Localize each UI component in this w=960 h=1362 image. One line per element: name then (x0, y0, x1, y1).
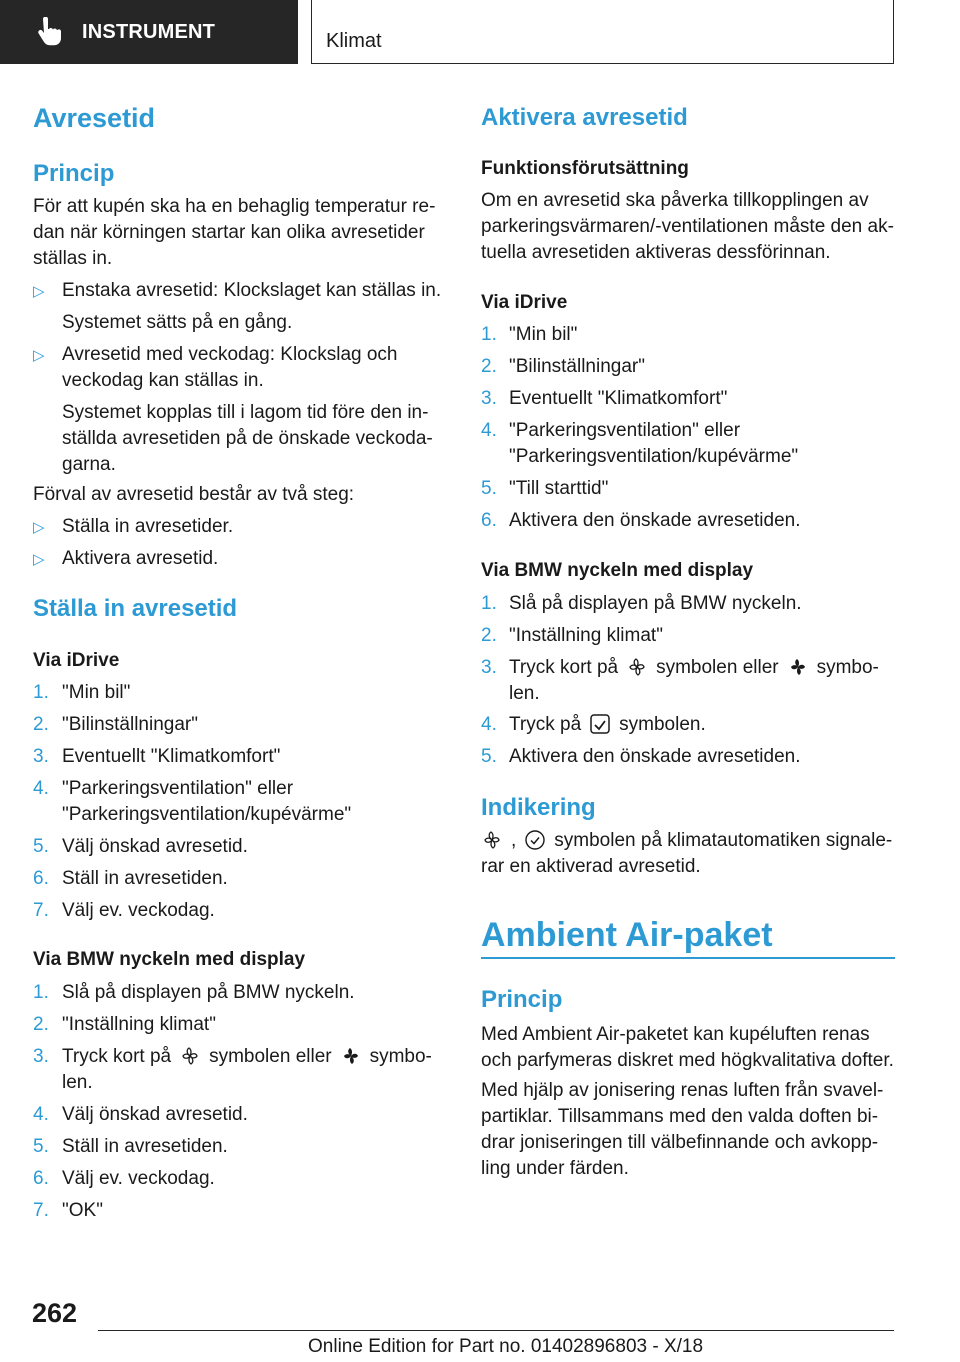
list-number: 6. (481, 510, 497, 531)
list-number: 1. (481, 324, 497, 345)
princip-line-2: dan när körningen startar kan olika avresetider (33, 222, 425, 243)
heading-via-bmw-nyckeln: Via BMW nyckeln med display (481, 560, 754, 581)
list-number: 2. (33, 1014, 49, 1035)
r-bmw-step-5: Aktivera den önskade avresetiden. (509, 746, 801, 767)
r-idrive-step-2: "Bilinställningar" (509, 356, 645, 377)
footer-edition: Online Edition for Part no. 01402896803 - X/18 (308, 1336, 704, 1357)
r-idrive-step-6: Aktivera den önskade avresetiden. (509, 510, 801, 531)
header-chapter-box (311, 0, 894, 64)
r-idrive-step-5: "Till starttid" (509, 478, 609, 499)
heading-aktivera-avresetid: Aktivera avresetid (481, 104, 688, 131)
list-number: 5. (481, 478, 497, 499)
forval-text: Förval av avresetid består av två steg: (33, 484, 355, 505)
fan-icon (179, 1045, 201, 1067)
heading-indikering: Indikering (481, 794, 596, 821)
bmw-step-5: Ställ in avresetiden. (62, 1136, 228, 1157)
list-number: 3. (481, 657, 497, 678)
bullet-marker: ▷ (33, 283, 45, 300)
check-box-icon (589, 713, 611, 735)
bullet-veckodag-line-2: veckodag kan ställas in. (62, 370, 264, 391)
bullet-marker: ▷ (33, 519, 45, 536)
heading-princip-ambient: Princip (481, 986, 563, 1013)
list-number: 4. (33, 1104, 49, 1125)
fan-icon (626, 656, 648, 678)
bullet-enstaka-sub: Systemet sätts på en gång. (62, 312, 293, 333)
check-circle-icon (524, 829, 546, 851)
bmw-step-3 (62, 1044, 432, 1070)
r-bmw-step-3-text-a: Tryck kort på (509, 657, 619, 678)
r-bmw-step-3 (509, 655, 879, 681)
list-number: 1. (33, 982, 49, 1003)
r-idrive-step-4-cont: "Parkeringsventilation/kupévärme" (509, 446, 799, 467)
list-number: 4. (481, 714, 497, 735)
bmw-step-4: Välj önskad avresetid. (62, 1104, 248, 1125)
step-stalla-in: Ställa in avresetider. (62, 516, 234, 537)
jonisering-line-2: partiklar. Tillsammans med den valda doften bi- (481, 1106, 879, 1127)
list-number: 6. (33, 1168, 49, 1189)
list-number: 5. (33, 1136, 49, 1157)
heading-rule (481, 957, 895, 959)
list-number: 3. (481, 388, 497, 409)
indikering-comma: , (511, 830, 517, 851)
list-number: 4. (33, 778, 49, 799)
r-idrive-step-4: "Parkeringsventilation" eller (509, 420, 741, 441)
idrive-step-7: Välj ev. veckodag. (62, 900, 215, 921)
bmw-step-1: Slå på displayen på BMW nyckeln. (62, 982, 355, 1003)
idrive-step-5: Välj önskad avresetid. (62, 836, 248, 857)
section-title-avresetid: Avresetid (33, 103, 156, 133)
header-section-tab (0, 0, 298, 64)
list-number: 3. (33, 1046, 49, 1067)
bmw-step-3-text-a: Tryck kort på (62, 1046, 172, 1067)
func-line-2: parkeringsvärmaren/-ventilationen måste den ak- (481, 216, 894, 237)
bullet-veckodag-sub-3: garna. (62, 454, 116, 475)
bmw-step-3-cont: len. (62, 1072, 93, 1093)
ambient-princip-line-2: och parfymeras diskret med högkvalitativa dofter. (481, 1050, 894, 1071)
idrive-step-4-cont: "Parkeringsventilation/kupévärme" (62, 804, 352, 825)
princip-line-1: För att kupén ska ha en behaglig temperatur re- (33, 196, 436, 217)
idrive-step-3: Eventuellt "Klimatkomfort" (62, 746, 281, 767)
pointing-hand-icon (34, 17, 62, 47)
bmw-step-3-text-b: symbolen eller (209, 1046, 332, 1067)
func-line-3: tuella avresetiden aktiveras dessförinnan. (481, 242, 831, 263)
bmw-step-2: "Inställning klimat" (62, 1014, 216, 1035)
r-bmw-step-4 (509, 712, 706, 738)
indikering-text-1: symbolen på klimatautomatiken signale- (554, 830, 893, 851)
ambient-princip-line-1: Med Ambient Air-paketet kan kupéluften renas (481, 1024, 870, 1045)
list-number: 2. (33, 714, 49, 735)
header-chapter-label: Klimat (326, 30, 382, 52)
heading-princip: Princip (33, 160, 115, 187)
r-idrive-step-3: Eventuellt "Klimatkomfort" (509, 388, 728, 409)
heading-funktionsforutsattning: Funktionsförutsättning (481, 158, 689, 179)
heading-via-idrive: Via iDrive (33, 650, 120, 671)
list-number: 7. (33, 900, 49, 921)
r-bmw-step-3-text-b: symbolen eller (656, 657, 779, 678)
footer-rule (98, 1330, 894, 1331)
fan-filled-icon (340, 1045, 362, 1067)
r-bmw-step-3-text-c: symbo- (816, 657, 879, 678)
idrive-step-1: "Min bil" (62, 682, 131, 703)
bullet-veckodag-sub-2: ställda avresetiden på de önskade veckoda- (62, 428, 433, 449)
list-number: 1. (33, 682, 49, 703)
idrive-step-6: Ställ in avresetiden. (62, 868, 228, 889)
fan-icon (481, 829, 503, 851)
idrive-step-4: "Parkeringsventilation" eller (62, 778, 294, 799)
bullet-enstaka: Enstaka avresetid: Klockslaget kan ställas in. (62, 280, 442, 301)
list-number: 3. (33, 746, 49, 767)
header-section-label: INSTRUMENT (82, 20, 216, 43)
list-number: 1. (481, 593, 497, 614)
indikering-line-2: rar en aktiverad avresetid. (481, 856, 701, 877)
jonisering-line-1: Med hjälp av jonisering renas luften från svavel- (481, 1080, 884, 1101)
list-number: 5. (33, 836, 49, 857)
r-bmw-step-1: Slå på displayen på BMW nyckeln. (509, 593, 802, 614)
bmw-step-3-text-c: symbo- (369, 1046, 432, 1067)
bullet-veckodag-sub-1: Systemet kopplas till i lagom tid före den in- (62, 402, 429, 423)
bullet-marker: ▷ (33, 551, 45, 568)
r-idrive-step-1: "Min bil" (509, 324, 578, 345)
bullet-marker: ▷ (33, 347, 45, 364)
heading-stalla-in-avresetid: Ställa in avresetid (33, 595, 238, 622)
heading-ambient-air-paket: Ambient Air-paket (481, 916, 773, 954)
func-line-1: Om en avresetid ska påverka tillkopplingen av (481, 190, 869, 211)
jonisering-line-4: ling under färden. (481, 1158, 629, 1179)
fan-filled-icon (787, 656, 809, 678)
list-number: 6. (33, 868, 49, 889)
bullet-veckodag-line-1: Avresetid med veckodag: Klockslag och (62, 344, 398, 365)
heading-via-bmw-nyckeln: Via BMW nyckeln med display (33, 949, 306, 970)
bmw-step-6: Välj ev. veckodag. (62, 1168, 215, 1189)
r-bmw-step-2: "Inställning klimat" (509, 625, 663, 646)
idrive-step-2: "Bilinställningar" (62, 714, 198, 735)
list-number: 4. (481, 420, 497, 441)
heading-via-idrive: Via iDrive (481, 292, 568, 313)
r-bmw-step-4-text-b: symbolen. (619, 714, 706, 735)
list-number: 5. (481, 746, 497, 767)
list-number: 7. (33, 1200, 49, 1221)
step-aktivera: Aktivera avresetid. (62, 548, 219, 569)
list-number: 2. (481, 625, 497, 646)
list-number: 2. (481, 356, 497, 377)
indikering-line-1 (481, 828, 892, 854)
princip-line-3: ställas in. (33, 248, 113, 269)
page-number: 262 (32, 1298, 78, 1328)
jonisering-line-3: drar joniseringen till välbefinnande och avkopp- (481, 1132, 879, 1153)
r-bmw-step-3-cont: len. (509, 683, 540, 704)
bmw-step-7: "OK" (62, 1200, 103, 1221)
r-bmw-step-4-text-a: Tryck på (509, 714, 582, 735)
